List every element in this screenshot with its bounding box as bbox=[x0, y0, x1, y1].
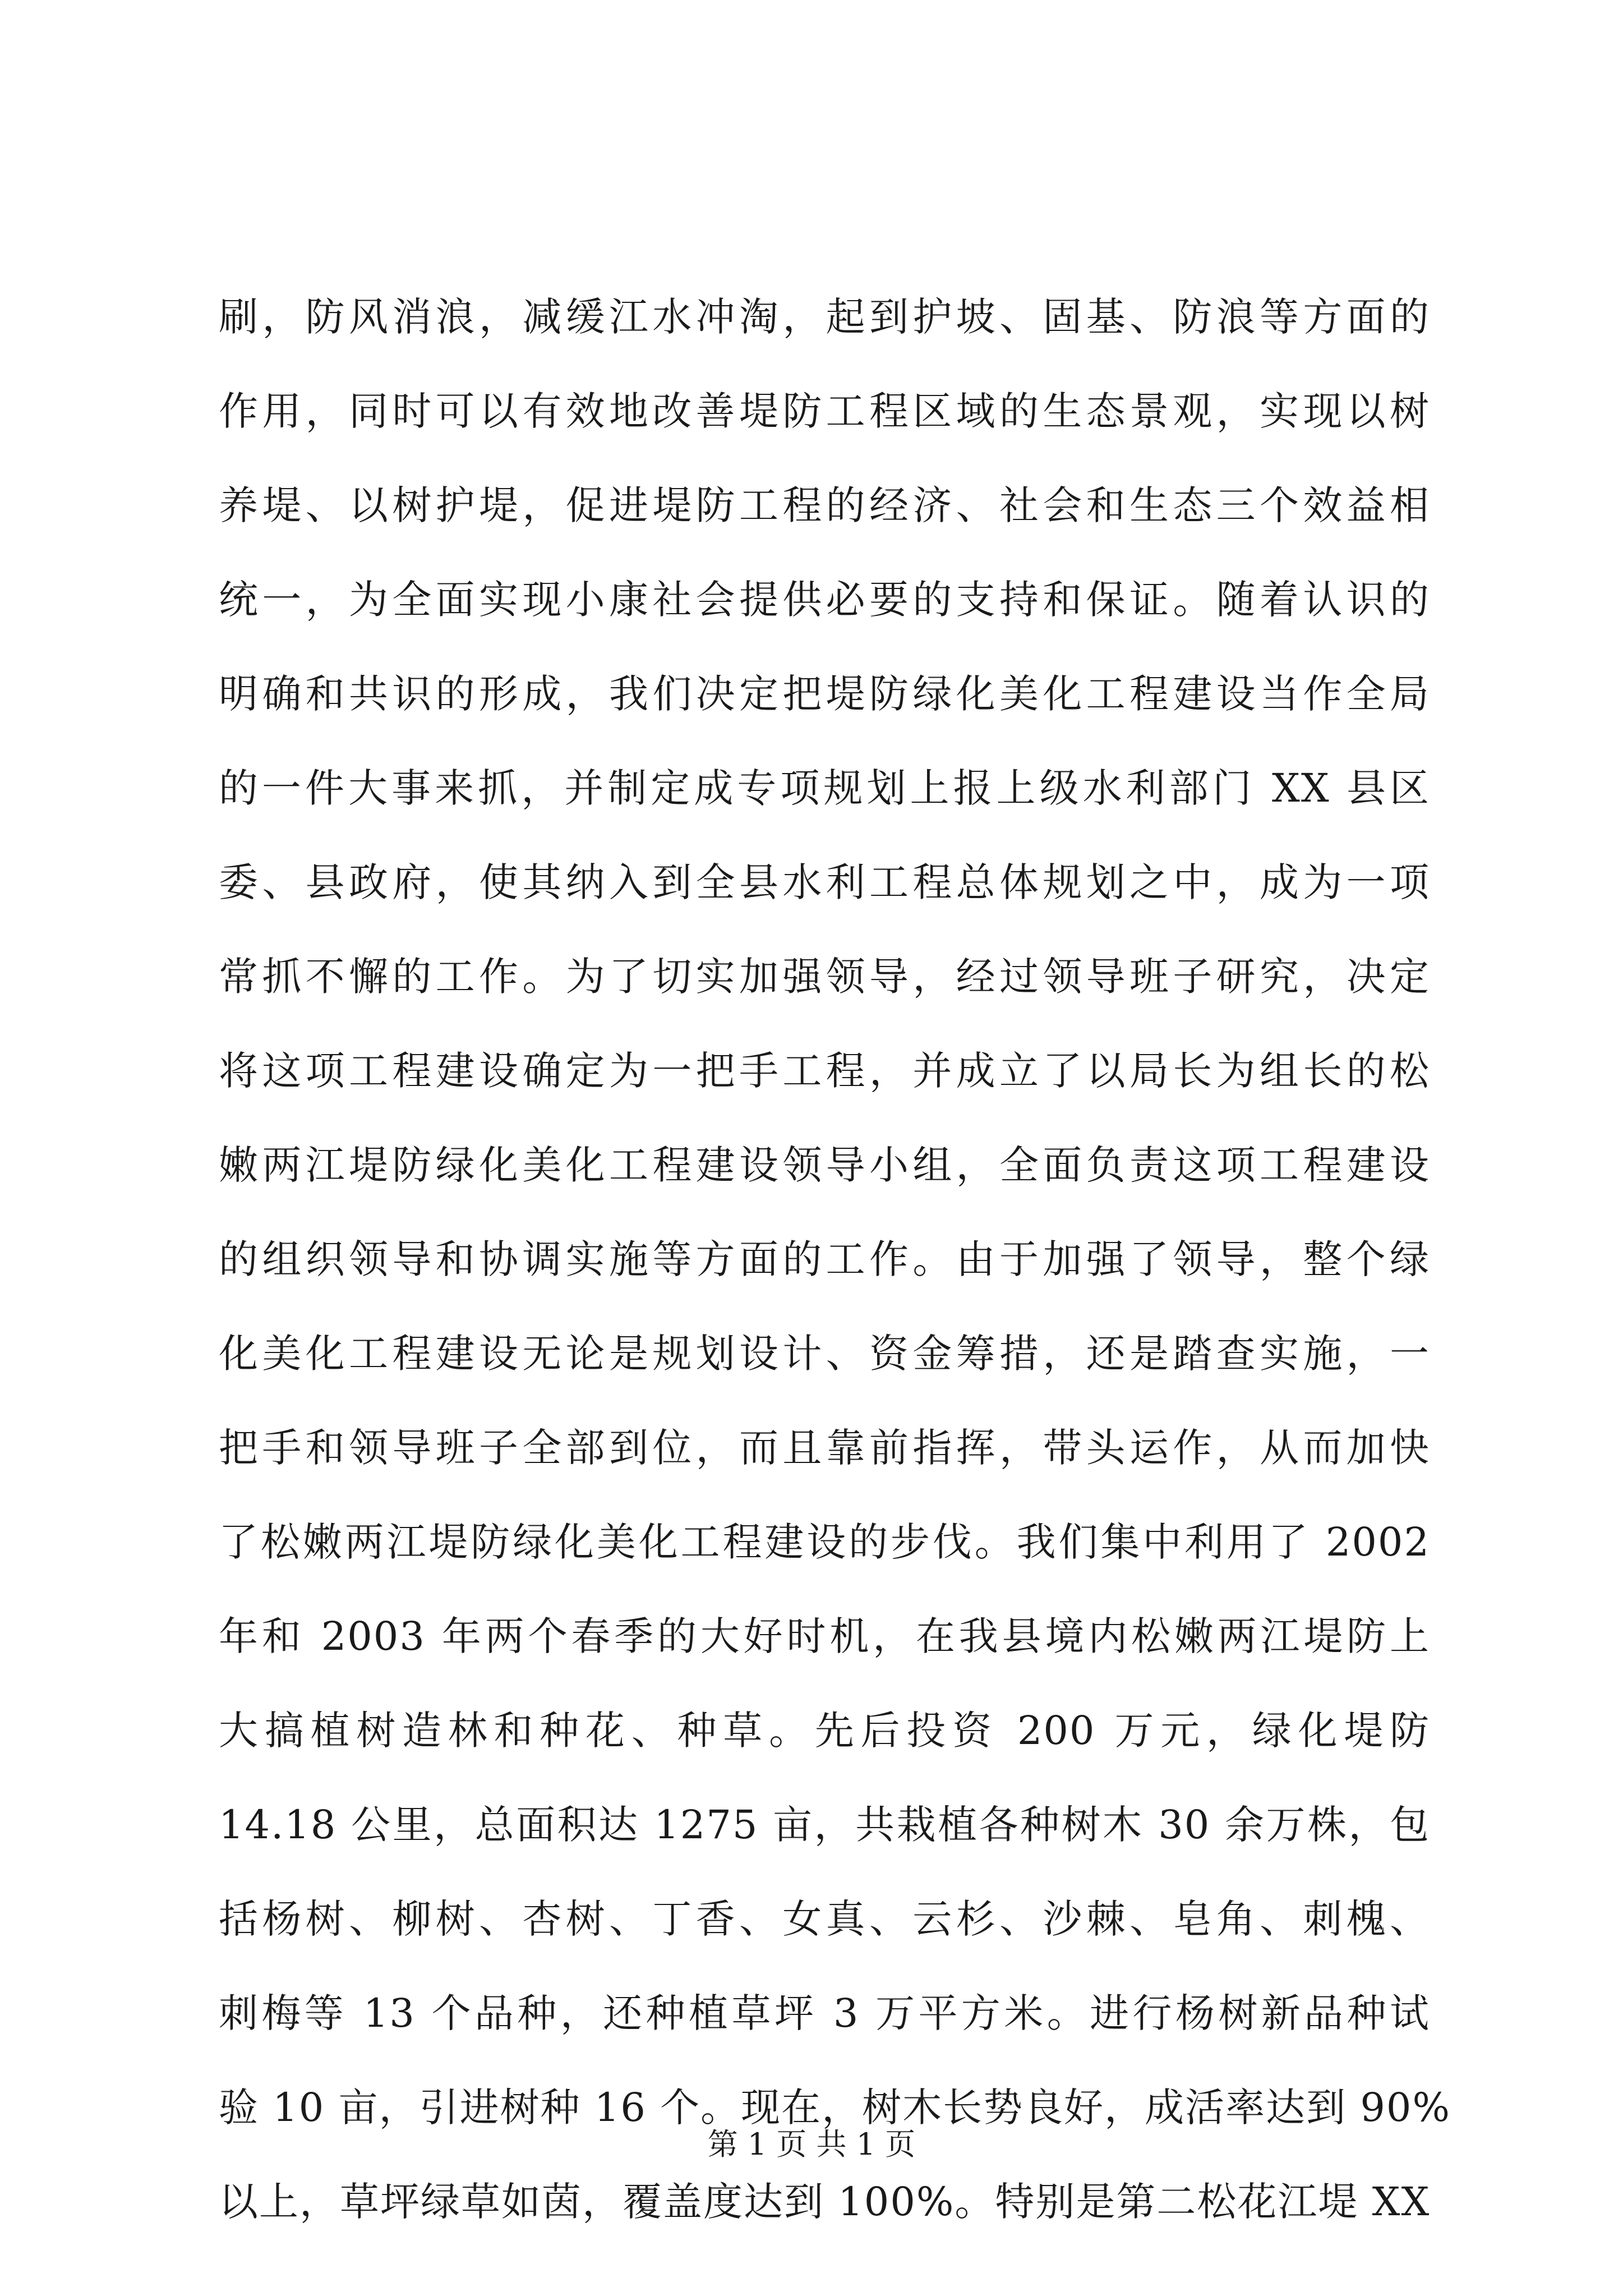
text-line-13: 把手和领导班子全部到位，而且靠前指挥，带头运作，从而加快 bbox=[219, 1425, 1430, 1471]
text-line-15: 年和 2003 年两个春季的大好时机，在我县境内松嫩两江堤防上 bbox=[219, 1613, 1430, 1659]
text-line-5: 明确和共识的形成，我们决定把堤防绿化美化工程建设当作全局 bbox=[219, 671, 1430, 717]
text-line-19: 刺梅等 13 个品种，还种植草坪 3 万平方米。进行杨树新品种试 bbox=[219, 1990, 1430, 2036]
text-line-16: 大搞植树造林和种花、种草。先后投资 200 万元，绿化堤防 bbox=[219, 1708, 1430, 1754]
text-line-17: 14.18 公里，总面积达 1275 亩，共栽植各种树木 30 余万株，包 bbox=[219, 1802, 1430, 1848]
text-line-11: 的组织领导和协调实施等方面的工作。由于加强了领导，整个绿 bbox=[219, 1236, 1430, 1282]
text-line-4: 统一，为全面实现小康社会提供必要的支持和保证。随着认识的 bbox=[219, 577, 1430, 623]
text-line-12: 化美化工程建设无论是规划设计、资金筹措，还是踏查实施，一 bbox=[219, 1331, 1430, 1377]
text-line-18: 括杨树、柳树、杏树、丁香、女真、云杉、沙棘、皂角、刺槐、 bbox=[219, 1896, 1430, 1942]
text-line-2: 作用，同时可以有效地改善堤防工程区域的生态景观，实现以树 bbox=[219, 388, 1430, 434]
text-line-3: 养堤、以树护堤，促进堤防工程的经济、社会和生态三个效益相 bbox=[219, 482, 1430, 528]
text-line-14: 了松嫩两江堤防绿化美化工程建设的步伐。我们集中利用了 2002 bbox=[219, 1519, 1430, 1565]
text-line-21: 以上，草坪绿草如茵，覆盖度达到 100%。特别是第二松花江堤 XX bbox=[219, 2179, 1431, 2225]
text-line-10: 嫩两江堤防绿化美化工程建设领导小组，全面负责这项工程建设 bbox=[219, 1142, 1430, 1188]
text-line-9: 将这项工程建设确定为一把手工程，并成立了以局长为组长的松 bbox=[219, 1048, 1430, 1094]
text-line-8: 常抓不懈的工作。为了切实加强领导，经过领导班子研究，决定 bbox=[219, 954, 1430, 1000]
text-line-7: 委、县政府，使其纳入到全县水利工程总体规划之中，成为一项 bbox=[219, 859, 1430, 905]
page-footer: 第 1 页 共 1 页 bbox=[707, 2127, 916, 2162]
text-line-6: 的一件大事来抓，并制定成专项规划上报上级水利部门 XX 县区 bbox=[219, 765, 1430, 811]
text-line-1: 刷，防风消浪，减缓江水冲淘，起到护坡、固基、防浪等方面的 bbox=[219, 294, 1430, 340]
text-line-20: 验 10 亩，引进树种 16 个。现在，树木长势良好，成活率达到 90% bbox=[219, 2085, 1451, 2131]
